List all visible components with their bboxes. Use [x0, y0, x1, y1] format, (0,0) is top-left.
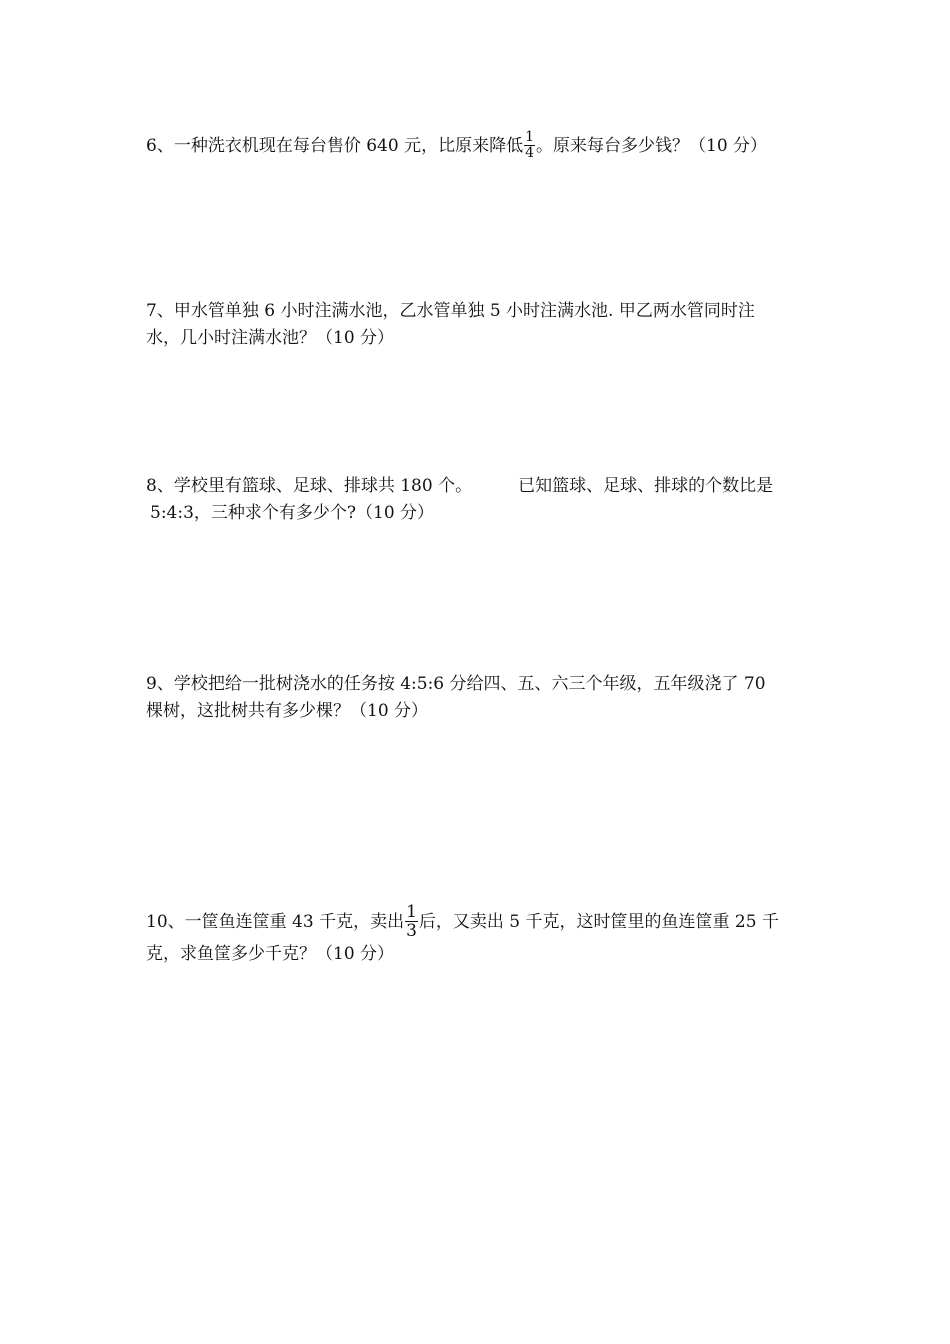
- fraction-denominator: 4: [525, 145, 534, 161]
- fraction-one-third: [405, 903, 418, 940]
- fraction-denominator: 3: [406, 921, 417, 941]
- question-7-line-2: 水，几小时注满水池？（10 分）: [146, 328, 395, 348]
- question-10: [146, 904, 816, 968]
- question-8-text-part-a: 8、学校里有篮球、足球、排球共 180 个。: [146, 476, 473, 496]
- fraction-numerator: 1: [525, 129, 534, 145]
- question-8: [146, 473, 816, 527]
- question-9-line-2: 棵树，这批树共有多少棵？（10 分）: [146, 701, 429, 721]
- fraction-one-quarter: [524, 130, 535, 161]
- question-10-line-1: [146, 904, 816, 941]
- question-10-line-2: 克，求鱼筐多少千克？（10 分）: [146, 944, 395, 964]
- question-6-text-before: 6、一种洗衣机现在每台售价 640 元，比原来降低: [146, 136, 524, 156]
- question-6-text-after: 。原来每台多少钱？（10 分）: [536, 136, 768, 156]
- question-6-line-1: [146, 131, 816, 162]
- question-6: [146, 131, 816, 162]
- question-8-text-part-b: 已知篮球、足球、排球的个数比是: [518, 476, 774, 496]
- question-8-line-2: [146, 500, 816, 527]
- question-8-text-line-2: 5:4:3，三种求个有多少个?（10 分）: [150, 503, 435, 523]
- question-7-line-1: 7、甲水管单独 6 小时注满水池，乙水管单独 5 小时注满水池. 甲乙两水管同时注: [146, 301, 755, 321]
- question-7: [146, 298, 816, 352]
- fraction-numerator: 1: [406, 902, 417, 922]
- question-9-line-1: 9、学校把给一批树浇水的任务按 4:5:6 分给四、五、六三个年级，五年级浇了 70: [146, 674, 766, 694]
- question-8-line-1: [146, 473, 816, 500]
- question-10-text-after: 后，又卖出 5 千克，这时筐里的鱼连筐重 25 千: [418, 912, 779, 932]
- question-10-text-before: 10、一筐鱼连筐重 43 千克，卖出: [146, 912, 405, 932]
- question-9: [146, 671, 816, 725]
